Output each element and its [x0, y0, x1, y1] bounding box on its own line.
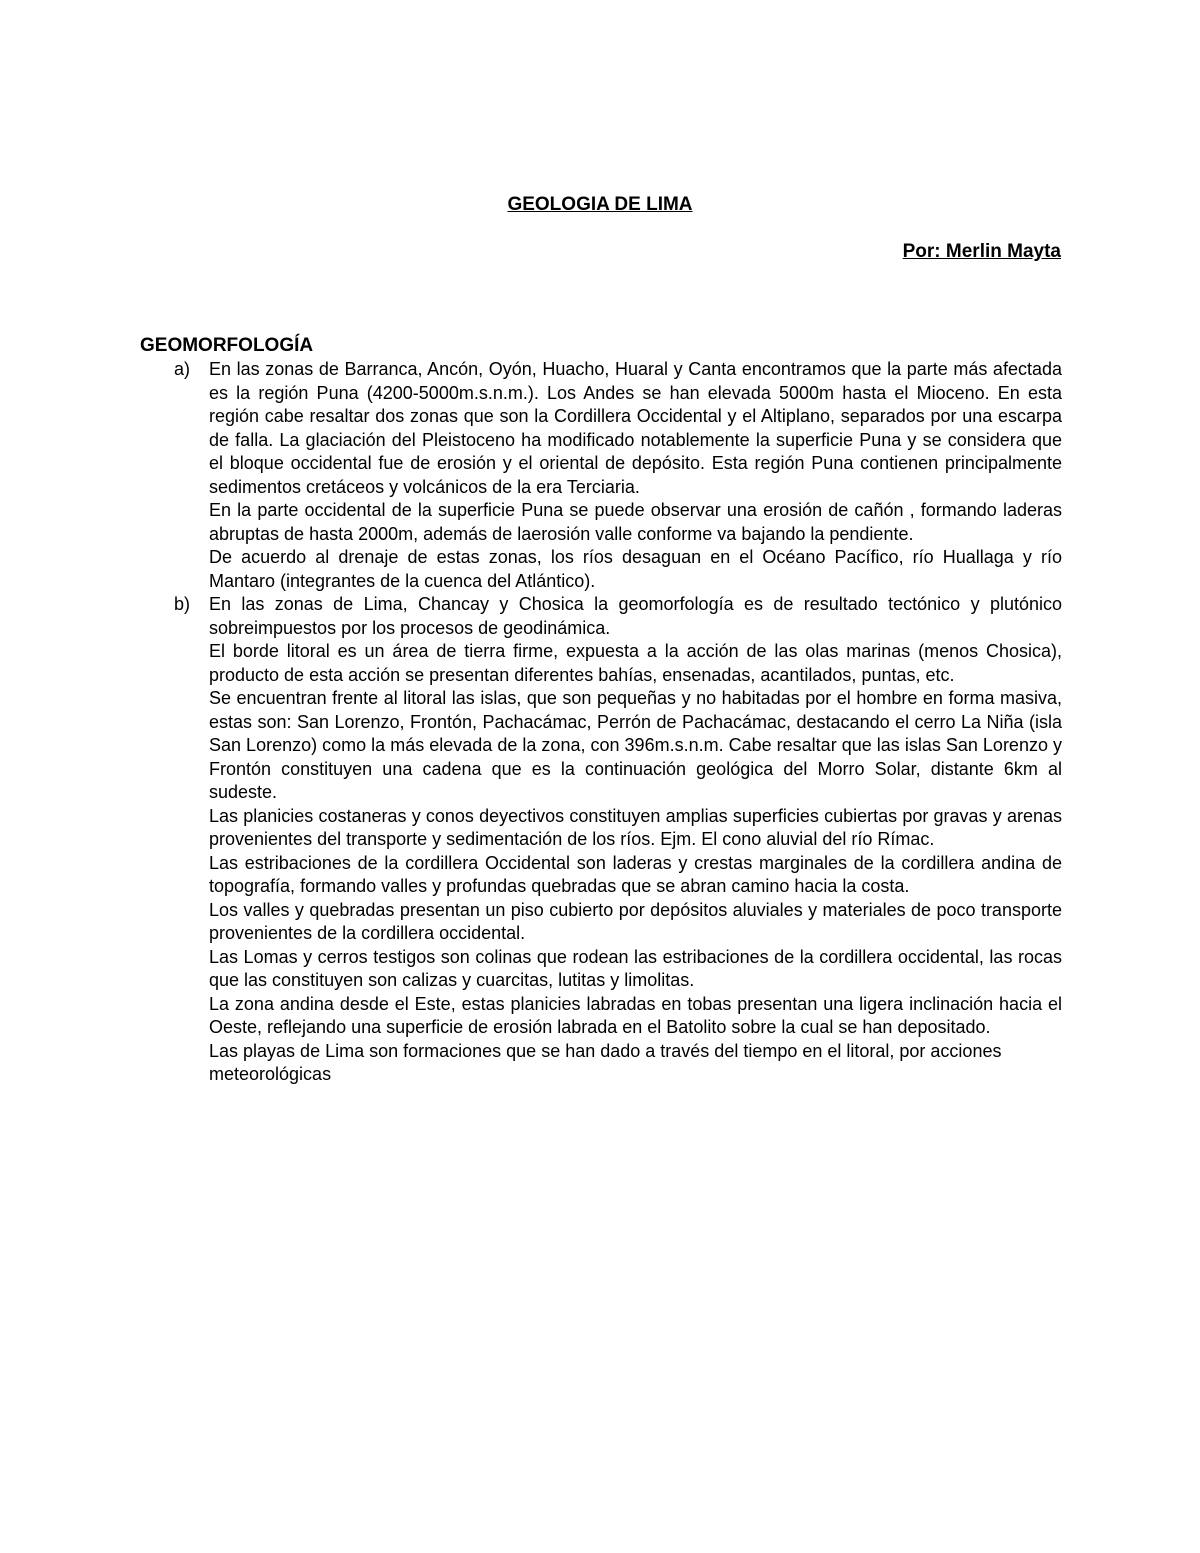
paragraph: Las planicies costaneras y conos deyectivos constituyen amplias superficies cubiertas por gravas y arenas provenientes del transporte y sedimentación de los ríos. Ejm. El cono aluvial del río Rímac.	[209, 805, 1062, 849]
paragraph: Los valles y quebradas presentan un piso cubierto por depósitos aluviales y materiales de poco transporte provenientes de la cordillera occidental.	[209, 899, 1062, 943]
list-marker-a: a)	[174, 359, 191, 379]
paragraph: Las estribaciones de la cordillera Occidental son laderas y crestas marginales de la cordillera andina de topografía, formando valles y profundas quebradas que se abran camino hacia la costa.	[209, 852, 1062, 896]
list-item-a	[140, 358, 1062, 593]
geomorphology-list	[140, 358, 1062, 1087]
paragraph: La zona andina desde el Este, estas planicies labradas en tobas presentan una ligera inclinación hacia el Oeste, reflejando una superficie de erosión labrada en el Batolito sobre la cual se han depositado.	[209, 993, 1062, 1037]
paragraph: El borde litoral es un área de tierra firme, expuesta a la acción de las olas marinas (menos Chosica), producto de esta acción se presentan diferentes bahías, ensenadas, acantilados, puntas, etc.	[209, 641, 1062, 685]
paragraph: En las zonas de Lima, Chancay y Chosica la geomorfología es de resultado tectónico y plutónico sobreimpuestos por los procesos de geodinámica.	[209, 594, 1062, 638]
paragraph: Las Lomas y cerros testigos son colinas que rodean las estribaciones de la cordillera occidental, las rocas que las constituyen son calizas y cuarcitas, lutitas y limolitas.	[209, 946, 1062, 990]
document-author: Por: Merlin Mayta	[902, 241, 1061, 262]
paragraph: De acuerdo al drenaje de estas zonas, los ríos desaguan en el Océano Pacífico, río Huallaga y río Mantaro (integrantes de la cuenca del Atlántico).	[209, 547, 1062, 591]
paragraph: Las playas de Lima son formaciones que se han dado a través del tiempo en el litoral, por acciones meteorológicas	[209, 1040, 1002, 1084]
paragraph: En las zonas de Barranca, Ancón, Oyón, Huacho, Huaral y Canta encontramos que la parte más afectada es la región Puna (4200-5000m.s.n.m.). Los Andes se han elevada 5000m hasta el Mioceno. En esta región cabe resaltar dos zonas que son la Cordillera Occidental y el Altiplano, separados por una escarpa de falla. La glaciación del Pleistoceno ha modificado notablemente la superficie Puna y se considera que el bloque occidental fue de erosión y el oriental de depósito. Esta región Puna contienen principalmente sedimentos cretáceos y volcánicos de la era Terciaria.	[209, 359, 1062, 497]
paragraph: Se encuentran frente al litoral las islas, que son pequeñas y no habitadas por el hombre en forma masiva, estas son: San Lorenzo, Frontón, Pachacámac, Perrón de Pachacámac, destacando el cerro La Niña (isla San Lorenzo) como la más elevada de la zona, con 396m.s.n.m. Cabe resaltar que las islas San Lorenzo y Frontón constituyen una cadena que es la continuación geológica del Morro Solar, distante 6km al sudeste.	[209, 688, 1062, 802]
section-heading: GEOMORFOLOGÍA	[140, 335, 314, 356]
document-title: GEOLOGIA DE LIMA	[507, 194, 693, 215]
paragraph: En la parte occidental de la superficie Puna se puede observar una erosión de cañón , formando laderas abruptas de hasta 2000m, además de laerosión valle conforme va bajando la pendiente.	[209, 500, 1062, 544]
list-marker-b: b)	[174, 594, 191, 614]
list-item-b	[140, 593, 1062, 1087]
